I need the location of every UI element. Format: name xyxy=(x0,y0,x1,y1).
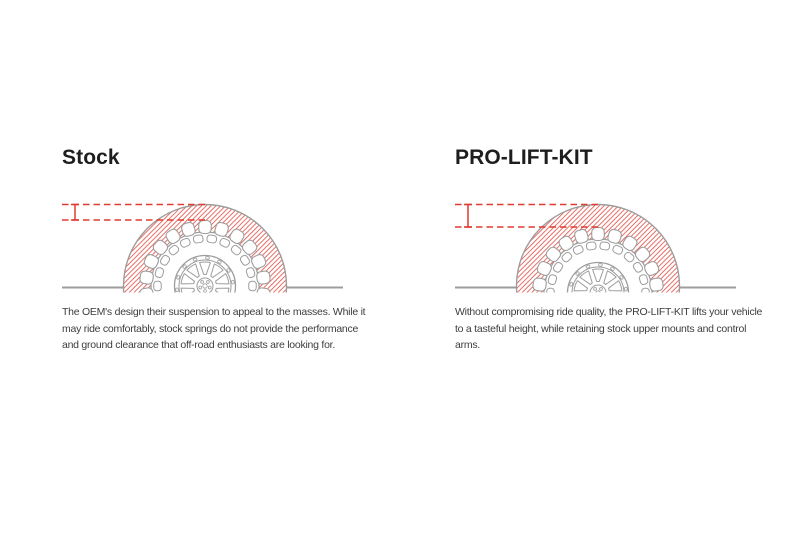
description-line: and ground clearance that off-road enthusiasts are looking for. xyxy=(62,339,335,351)
wheel-spoke-opening xyxy=(181,288,194,296)
pro-lift-kit-suspension-diagram xyxy=(455,190,740,296)
wheel-spoke-opening xyxy=(216,288,229,296)
description-line: The OEM's design their suspension to appeal to the masses. While it xyxy=(62,306,366,318)
description-line: Without compromising ride quality, the PRO-LIFT-KIT lifts your vehicle xyxy=(455,306,763,318)
stock-description xyxy=(62,304,366,354)
lift-measurement-indicator-icon xyxy=(464,205,472,228)
panel-stock xyxy=(62,146,366,354)
lift-measurement-indicator-icon xyxy=(71,205,79,221)
pro-lift-kit-description xyxy=(455,304,763,354)
wheel-arch-group xyxy=(517,205,680,297)
pro-lift-kit-title: PRO-LIFT-KIT xyxy=(455,146,593,169)
wheel-spoke-opening xyxy=(574,295,587,296)
description-line: to a tasteful height, while retaining stock upper mounts and control xyxy=(455,322,747,335)
description-line: may ride comfortably, stock springs do not provide the performance xyxy=(62,322,359,335)
wheel-spoke-opening xyxy=(609,295,622,296)
wheel-spoke-opening xyxy=(187,295,199,296)
description-line: arms. xyxy=(455,339,480,351)
stock-suspension-diagram xyxy=(62,190,347,296)
wheel-spoke-opening xyxy=(211,295,223,296)
stock-title: Stock xyxy=(62,146,120,169)
panel-pro-lift-kit xyxy=(455,146,763,354)
wheel-arch-group xyxy=(124,205,287,297)
